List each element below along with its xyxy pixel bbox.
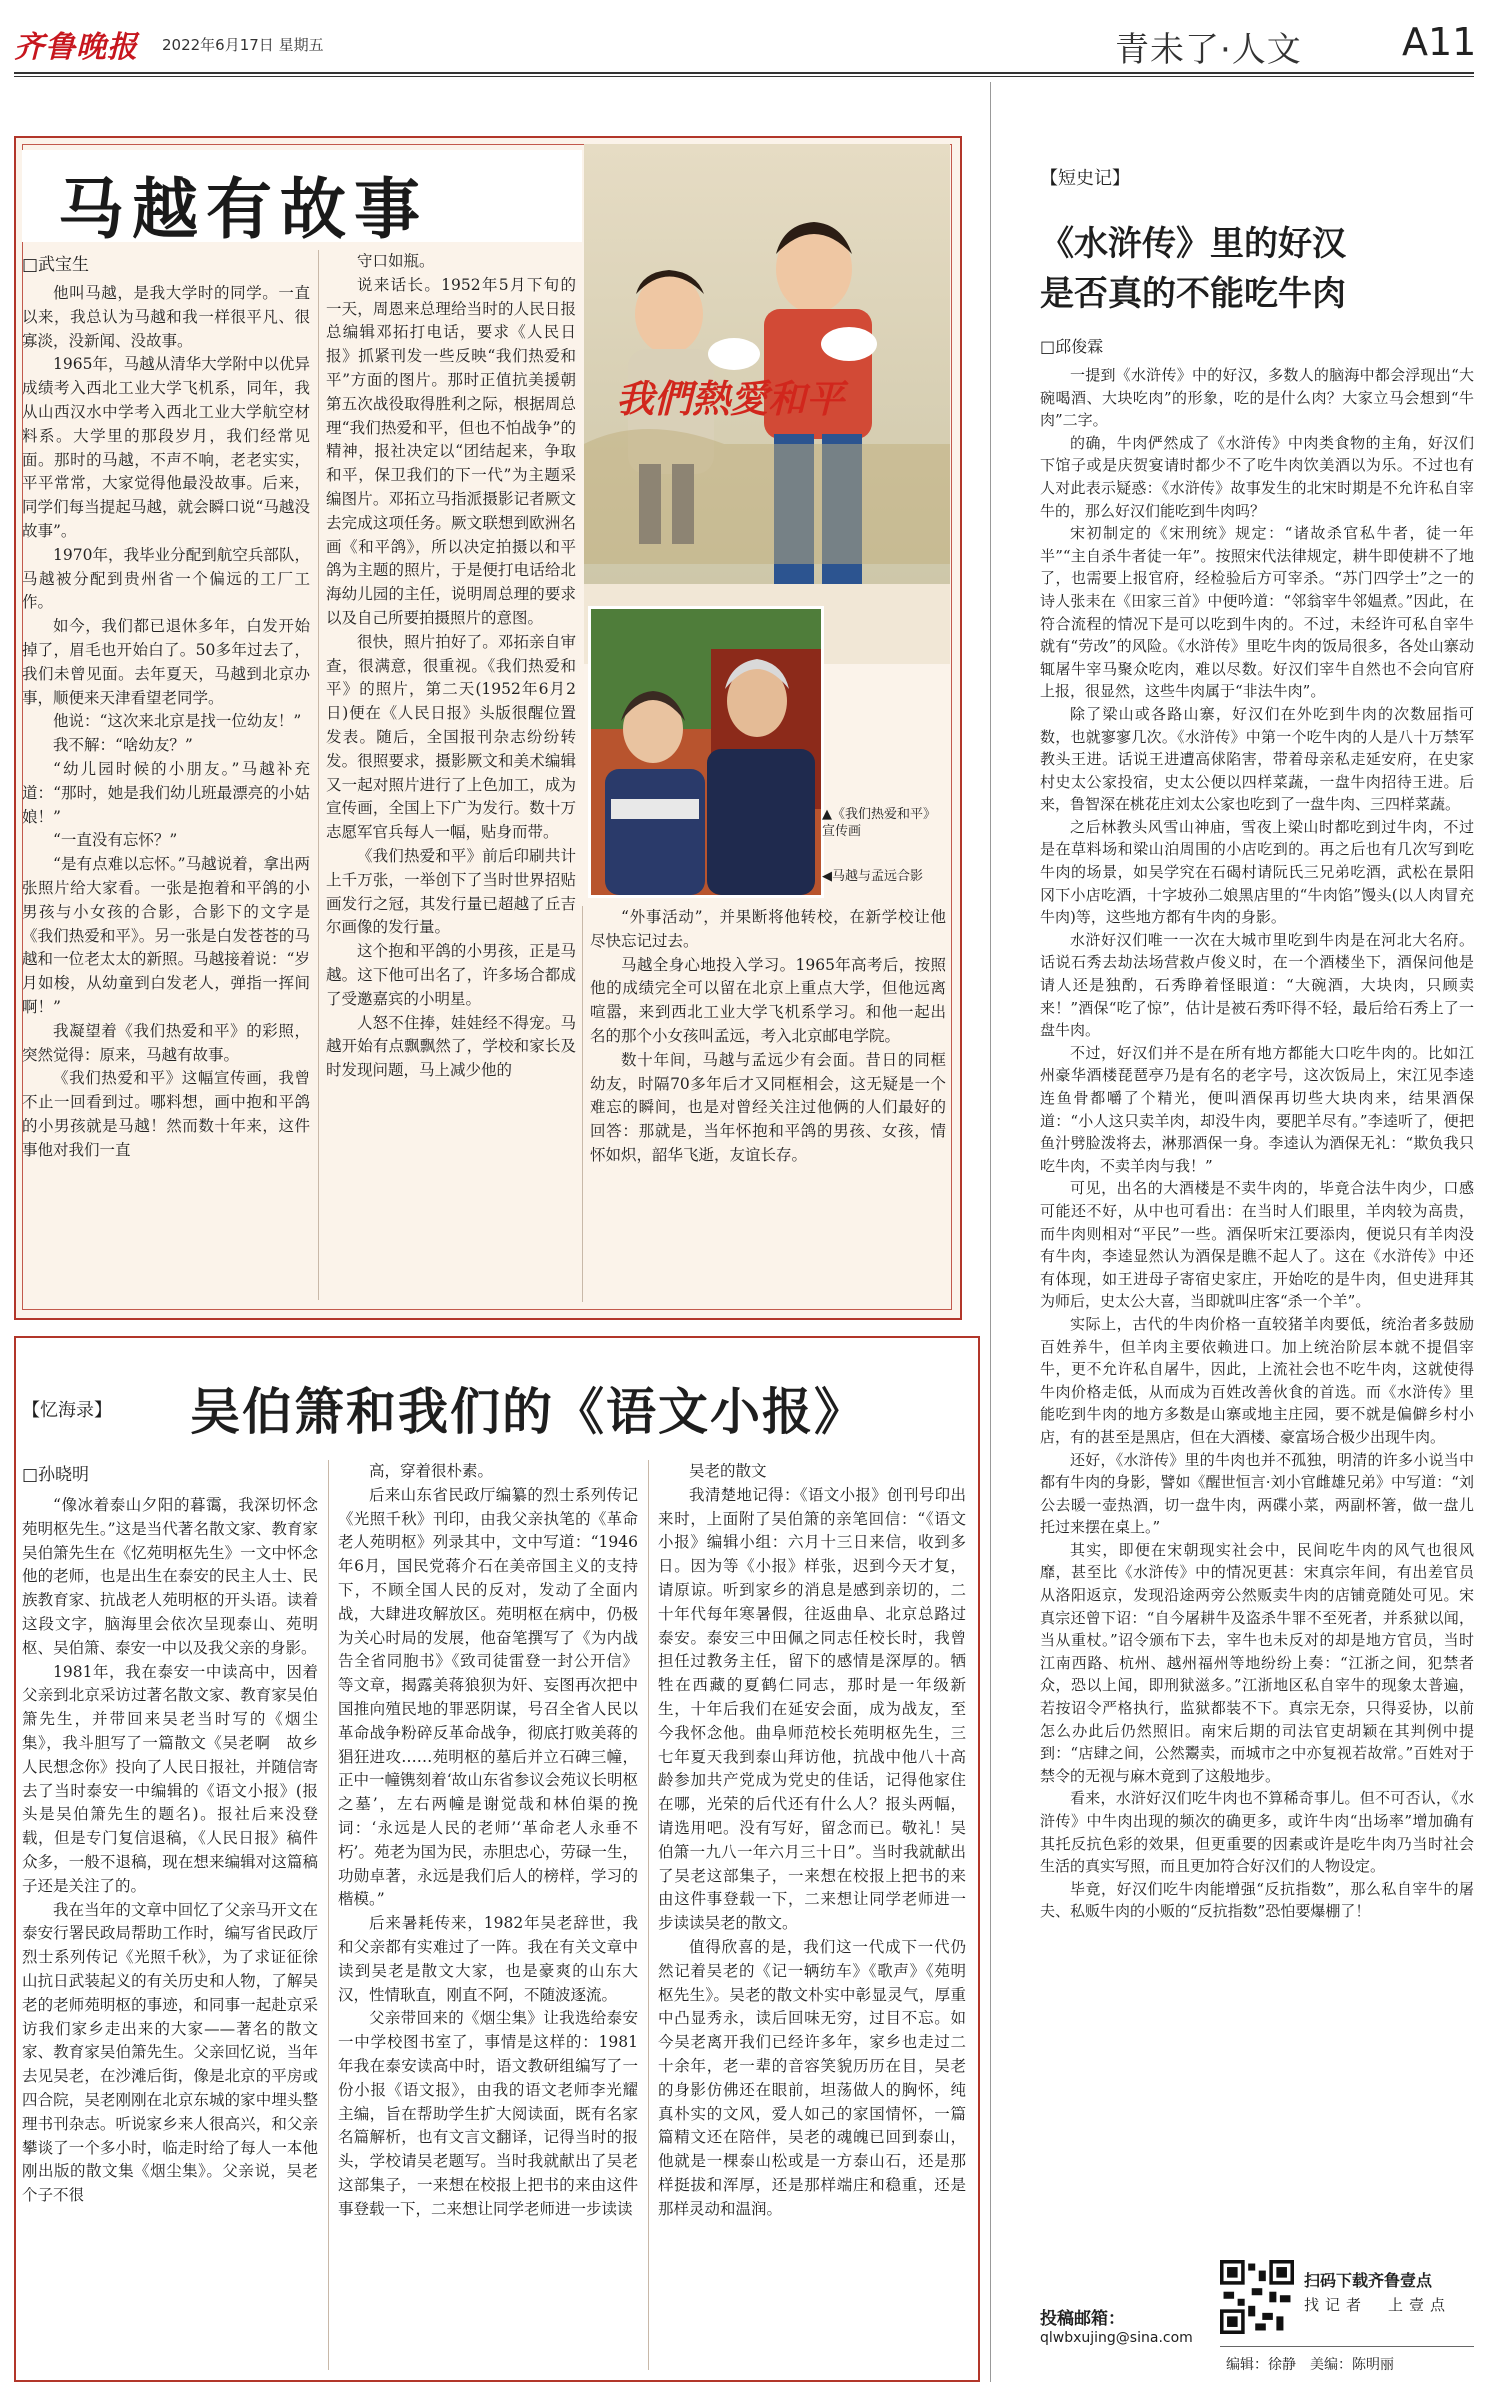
column-divider: [328, 1460, 329, 2370]
qr-code-icon[interactable]: [1220, 2260, 1294, 2334]
article-column: [22, 282, 310, 1302]
paragraph: 1981年，我在泰安一中读高中，因着父亲到北京采访过著名散文家、教育家吴伯箫先生，并带回来吴老当时写的《烟尘集》，我斗胆写了一篇散文《吴老啊 故乡人民想念你》投向了人民日报社，并随信寄去了当时泰安一中编辑的《语文小报》(报头是吴伯箫先生的题名)。报社后来没登载，但是专门复信退稿，《人民日报》稿件众多，一般不退稿，现在想来编辑对这篇稿子还是关注了的。: [22, 1662, 318, 1895]
article-author: □武宝生: [22, 255, 90, 275]
paragraph: 后来山东省民政厅编纂的烈士系列传记《光照千秋》刊印，由我父亲执笔的《革命老人苑明枢》列录其中，文中写道：“1946年6月，国民党蒋介石在美帝国主义的支持下，不顾全国人民的反对，发动了全面内战，大肆进攻解放区。苑明枢在病中，仍极为关心时局的发展，他奋笔撰写了《为内战告全省同胞书》《致司徒雷登一封公开信》等文章，揭露美蒋狼狈为奸、妄图再次把中国推向殖民地的罪恶阴谋，号召全省人民以革命战争粉碎反革命战争，彻底打败美蒋的猖狂进攻……苑明枢的墓后并立石碑三幢，正中一幢镌刻着‘故山东省参议会苑议长明枢之墓’，左右两幢是谢觉哉和林伯渠的挽词：‘永远是人民的老师’‘革命老人永垂不朽’。苑老为国为民，赤胆忠心，劳碌一生，功勋卓著，永远是我们后人的榜样，学习的楷模。”: [338, 1485, 638, 1909]
submission-email[interactable]: qlwbxujing@sina.com: [1040, 2330, 1193, 2346]
paragraph: 看来，水浒好汉们吃牛肉也不算稀奇事儿。但不可否认，《水浒传》中牛肉出现的频次的确更多，或许牛肉“出场率”增加确有其托反抗色彩的效果，但更重要的因素或许是吃牛肉乃当时社会生活的真实写照，而且更加符合好汉们的人物设定。: [1040, 1789, 1474, 1876]
article-title-line1: 《水浒传》里的好汉: [1040, 224, 1346, 264]
article-author: □邱俊霖: [1040, 337, 1104, 356]
paragraph: 宋初制定的《宋刑统》规定：“诸故杀官私牛者，徒一年半”“主自杀牛者徒一年”。按照宋代法律规定，耕牛即使耕不了地了，也需要上报官府，经检验后方可宰杀。“苏门四学士”之一的诗人张耒在《田家三首》中便吟道：“邻翁宰牛邻媪煮。”因此，在符合流程的情况下是可以吃到牛肉的。不过，未经许可私自宰牛就有“劳改”的风险。《水浒传》里吃牛肉的饭局很多，各处山寨动辄屠牛宰马聚众吃肉，难以尽数。好汉们宰牛自然也不会向官府上报，很显然，这些牛肉属于“非法牛肉”。: [1040, 524, 1474, 701]
paragraph: 值得欣喜的是，我们这一代成下一代仍然记着吴老的《记一辆纺车》《歌声》《苑明枢先生》。吴老的散文朴实中彰显灵气，厚重中凸显秀永，读后回味无穷，过目不忘。如今吴老离开我们已经许多年，家乡也走过二十余年，老一辈的音容笑貌历历在目，吴老的身影仿佛还在眼前，坦荡做人的胸怀，纯真朴实的文风，爱人如己的家国情怀，一篇篇精文还在陪伴，吴老的魂魄已回到泰山，他就是一棵泰山松或是一方泰山石，还是那样挺拔和浑厚，还是那样端庄和稳重，还是那样灵动和温润。: [658, 1937, 966, 2218]
mayue-mengyuan-photo: [588, 606, 824, 898]
section-title: 青未了·人文: [1115, 30, 1302, 70]
newspaper-masthead: 齐鲁晚报: [14, 30, 138, 65]
paragraph: 其实，即便在宋朝现实社会中，民间吃牛肉的风气也很风靡，甚至比《水浒传》中的情况更甚：宋真宗年间，有出差官员从洛阳返京，发现沿途两旁公然贩卖牛肉的店铺竟随处可见。宋真宗还曾下诏：“自今屠耕牛及盗杀牛罪不至死者，并系狱以闻，当从重杖。”诏令颁布下去，宰牛也未反对的却是地方官员，当时江南西路、杭州、越州福州等地纷纷上奏：“江浙之间，犯禁者众，恐以上闻，即刑狱滋多。”江浙地区私自宰牛的现象太普遍，若按诏令严格执行，监狱都装不下。真宗无奈，只得妥协，以前怎么办此后仍然照旧。南宋后期的司法官吏胡颖在其判例中提到：“店肆之间，公然鬻卖，而城市之中亦复视若故常。”百姓对于禁令的无视与麻木竟到了这般地步。: [1040, 1540, 1474, 1785]
page-column-divider: [990, 82, 991, 2382]
column-tag: 【忆海录】: [22, 1400, 112, 1421]
paragraph: 父亲带回来的《烟尘集》让我选给泰安一中学校图书室了，事情是这样的：1981年我在泰安读高中时，语文教研组编写了一份小报《语文报》，由我的语文老师李光耀主编，旨在帮助学生扩大阅读面，既有名家名篇解析，也有文言文翻译，记得当时的报头，学校请吴老题写。当时我就献出了吴老这部集子，一来想在校报上把书的来由这件事登载一下，二来想让同学老师进一步读读: [338, 2009, 638, 2218]
submission-label: 投稿邮箱：: [1040, 2309, 1125, 2329]
paragraph: 说来话长。1952年5月下旬的一天，周恩来总理给当时的人民日报总编辑邓拓打电话，要求《人民日报》抓紧刊发一些反映“我们热爱和平”方面的图片。那时正值抗美援朝第五次战役取得胜利之际，根据周总理“我们热爱和平，但也不怕战争”的精神，报社决定以“团结起来，争取和平，保卫我们的下一代”为主题采编图片。邓拓立马指派摄影记者厥文去完成这项任务。厥文联想到欧洲名画《和平鸽》，所以决定拍摄以和平鸽为主题的照片，于是便打电话给北海幼儿园的主任，说明周总理的要求以及自己所要拍摄照片的意图。: [326, 275, 576, 627]
paragraph: 很快，照片拍好了。邓拓亲自审查，很满意，很重视。《我们热爱和平》的照片，第二天(1952年6月2日)便在《人民日报》头版很醒位置发表。随后，全国报刊杂志纷纷转发。很照要求，摄影厥文和美术编辑又一起对照片进行了上色加工，成为宣传画，全国上下广为发行。数十万志愿军官兵每人一幅，贴身而带。: [326, 632, 576, 842]
paragraph: 我在当年的文章中回忆了父亲马开文在泰安行署民政局帮助工作时，编写省民政厅烈士系列传记《光照千秋》，为了求证征徐山抗日武装起义的有关历史和人物，了解吴老的老师苑明枢的事迹，和同事一起赴京采访我们家乡走出来的大家——著名的散文家、教育家吴伯箫先生。父亲回忆说，当年去见吴老，在沙滩后街，像是北京的平房或四合院，吴老刚刚在北京东城的家中埋头整理书刊杂志。听说家乡来人很高兴，和父亲攀谈了一个多小时，临走时给了每人一本他刚出版的散文集《烟尘集》。父亲说，吴老个子不很: [22, 1900, 318, 2205]
editor-credits: 编辑：徐静 美编：陈明丽: [1226, 2357, 1394, 2373]
paragraph: 吴老的散文: [689, 1462, 767, 1480]
paragraph: 还好，《水浒传》里的牛肉也并不孤独，明清的许多小说当中都有牛肉的身影，譬如《醒世恒言·刘小官雌雄兄弟》中写道：“刘公去暖一壶热酒，切一盘牛肉，两碟小菜，两副杯箸，做一盘儿托过来摆在桌上。”: [1040, 1450, 1474, 1537]
column-tag: 【短史记】: [1040, 168, 1130, 189]
paragraph: 后来暑耗传来，1982年吴老辞世，我和父亲都有实难过了一阵。我在有关文章中读到吴老是散文大家，也是豪爽的山东大汉，性情耿直，刚直不阿，不随波逐流。: [338, 1914, 638, 2004]
paragraph: 《我们热爱和平》这幅宣传画，我曾不止一回看到过。哪料想，画中抱和平鸽的小男孩就是马越！然而数十年来，这件事他对我们一直: [22, 1069, 310, 1159]
paragraph: 1970年，我毕业分配到航空兵部队，马越被分配到贵州省一个偏远的工厂工作。: [22, 545, 310, 612]
header-rule-thin: [14, 76, 1474, 77]
poster-slogan: 我們熱愛和平: [616, 376, 845, 421]
paragraph: 我凝望着《我们热爱和平》的彩照，突然觉得：原来，马越有故事。: [22, 1021, 310, 1064]
paragraph: 水浒好汉们唯一一次在大城市里吃到牛肉是在河北大名府。话说石秀去劫法场营救卢俊义时，在一个酒楼坐下，酒保问他是请人还是独酌，石秀睁着怪眼道：“大碗酒，大块肉，只顾卖来！”酒保“吃了惊”，估计是被石秀吓得不轻，最后给石秀上了一盘牛肉。: [1040, 930, 1474, 1040]
article-column: [658, 1460, 966, 2370]
article-title-line2: 是否真的不能吃牛肉: [1040, 274, 1346, 314]
paragraph: 他说：“这次来北京是找一位幼友！”: [53, 712, 302, 731]
issue-date: 2022年6月17日 星期五: [162, 36, 324, 54]
paragraph: 他叫马越，是我大学时的同学。一直以来，我总认为马越和我一样很平凡、很寡淡，没新闻、没故事。: [22, 284, 310, 350]
paragraph: 毕竟，好汉们吃牛肉能增强“反抗指数”，那么私自宰牛的屠夫、私贩牛肉的小贩的“反抗指数”恐怕要爆棚了！: [1040, 1879, 1474, 1921]
paragraph: “外事活动”，并果断将他转校，在新学校让他尽快忘记过去。: [590, 908, 946, 950]
article-column: [590, 906, 946, 1302]
paragraph: 实际上，古代的牛肉价格一直较猪羊肉要低，统治者多鼓励百姓养牛，但羊肉主要依赖进口。加上统治阶层本就不提倡宰牛，更不允许私自屠牛，因此，上流社会也不吃牛肉，这就使得牛肉价格走低，从而成为百姓改善伙食的首选。而《水浒传》里能吃到牛肉的地方多数是山寨或地主庄园，要不就是偏僻乡村小店，有的甚至是黑店，但在大酒楼、豪富场合极少出现牛肉。: [1040, 1314, 1474, 1446]
paragraph: 可见，出名的大酒楼是不卖牛肉的，毕竟合法牛肉少，口感可能还不好，从中也可看出：在当时人们眼里，羊肉较为高贵，而牛肉则相对“平民”一些。酒保听宋江要添肉，便说只有羊肉没有牛肉，李逵显然认为酒保是瞧不起人了。这在《水浒传》中还有体现，如王进母子寄宿史家庄，开始吃的是牛肉，但史进拜其为师后，史太公大喜，当即就叫庄客“杀一个羊”。: [1040, 1179, 1474, 1311]
paragraph: 马越全身心地投入学习。1965年高考后，按照他的成绩完全可以留在北京上重点大学，但他远离喧嚣，来到西北工业大学飞机系学习。和他一起出名的那个小女孩叫孟远，考入北京邮电学院。: [590, 955, 946, 1045]
photo-caption: ◀马越与孟远合影: [822, 869, 923, 884]
paragraph: 的确，牛肉俨然成了《水浒传》中肉类食物的主角，好汉们下馆子或是庆贺宴请时都少不了吃牛肉饮美酒以为乐。不过也有人对此表示疑惑：《水浒传》故事发生的北宋时期是不允许私自宰牛的，那么好汉们能吃到牛肉吗？: [1040, 433, 1474, 520]
paragraph: “幼儿园时候的小朋友。”马越补充道：“那时，她是我们幼儿班最漂亮的小姑娘！”: [22, 759, 310, 826]
peace-poster-image: [584, 144, 950, 664]
column-divider: [582, 906, 583, 1302]
paragraph: 除了梁山或各路山寨，好汉们在外吃到牛肉的次数屈指可数，也就寥寥几次。《水浒传》中第一个吃牛肉的人是八十万禁军教头王进。话说王进遭高俅陷害，带着母亲私走延安府，在史家村史太公家投宿，史太公便以四样菜蔬，一盘牛肉招待王进。后来，鲁智深在桃花庄刘太公家也吃到了一盘牛肉、三四样菜蔬。: [1040, 704, 1474, 814]
article-title: 马越有故事: [58, 170, 428, 248]
poster-caption: ▲《我们热爱和平》宣传画: [822, 807, 936, 839]
paragraph: 这个抱和平鸽的小男孩，正是马越。这下他可出名了，许多场合都成了受邀嘉宾的小明星。: [326, 942, 576, 1008]
footer-rule: [1220, 2346, 1474, 2347]
article-column: [1040, 364, 1474, 2254]
paragraph: 不过，好汉们并不是在所有地方都能大口吃牛肉的。比如江州豪华酒楼琵琶亭乃是有名的老字号，这次饭局上，宋江见李逵连鱼骨都嚼了个精光，便叫酒保再切些大块肉来，结果酒保道：“小人这只卖羊肉，却没牛肉，要肥羊尽有。”李逵听了，便把鱼汁劈脸泼将去，淋那酒保一身。李逵认为酒保无礼：“欺负我只吃牛肉，不卖羊肉与我！”: [1040, 1043, 1474, 1175]
column-divider: [318, 250, 319, 1300]
paragraph: “像冰着泰山夕阳的暮霭，我深切怀念苑明枢先生。”这是当代著名散文家、教育家吴伯箫先生在《忆苑明枢先生》一文中怀念他的老师，也是出生在泰安的民主人士、民族教育家、抗战老人苑明枢的开头语。读着这段文字，脑海里会依次呈现泰山、苑明枢、吴伯箫、泰安一中以及我父亲的身影。: [22, 1496, 318, 1657]
qr-title: 扫码下载齐鲁壹点: [1304, 2271, 1433, 2290]
paragraph: 之后林教头风雪山神庙，雪夜上梁山时都吃到过牛肉，不过是在草料场和梁山泊周围的小店吃到的。再之后也有几次写到吃牛肉的场景，如吴学究在石碣村请阮氏三兄弟吃酒，武松在景阳冈下小店吃酒，十字坡孙二娘黑店里的“牛肉馅”馒头(以人肉冒充牛肉)等，这些地方都有牛肉的身影。: [1040, 817, 1474, 927]
paragraph: 守口如瓶。: [357, 252, 435, 270]
paragraph: 1965年，马越从清华大学附中以优异成绩考入西北工业大学飞机系，同年，我从山西汉水中学考入西北工业大学航空材料系。大学里的那段岁月，我们经常见面。那时的马越，不声不响，老老实实，平平常常，大家觉得他最没故事。后来，同学们每当提起马越，就会瞬口说“马越没故事”。: [22, 355, 310, 540]
paragraph: 我清楚地记得：《语文小报》创刊号印出来时，上面附了吴伯箫的亲笔回信：“《语文小报》编辑小组：六月十三日来信，收到多日。因为等《小报》样张，迟到今天才复，请原谅。听到家乡的消息是感到亲切的，二十年代每年寒暑假，往返曲阜、北京总路过泰安。泰安三中田佩之同志任校长时，我曾担任过教务主任，留下的感情是深厚的。牺牲在西藏的夏鹤仁同志，那时是一年级新生，十年后我们在延安会面，成为战友，至今我怀念他。曲阜师范校长苑明枢先生，三七年夏天我到泰山拜访他，抗战中他八十高龄参加共产党成为党史的佳话，记得他家住在哪，光荣的后代还有什么人？报头两幅，请选用吧。没有写好，留念而已。敬礼！吴伯箫一九八一年六月三十日”。当时我就献出了吴老这部集子，一来想在校报上把书的来由这件事登载一下，二来想让同学老师进一步读读吴老的散文。: [658, 1485, 966, 1933]
article-title: 吴伯箫和我们的《语文小报》: [190, 1382, 866, 1441]
paragraph: 我不解：“啥幼友？”: [53, 736, 193, 755]
page-number: A11: [1402, 20, 1477, 64]
paragraph: “是有点难以忘怀。”马越说着，拿出两张照片给大家看。一张是抱着和平鸽的小男孩与小女孩的合影，合影下的文字是《我们热爱和平》。另一张是白发苍苍的马越和一位老太太的新照。马越接着说：“岁月如梭，从幼童到白发老人，弹指一挥间啊！”: [22, 855, 310, 1016]
header-rule: [14, 72, 1474, 74]
article-author: □孙晓明: [22, 1465, 90, 1485]
paragraph: 高，穿着很朴素。: [369, 1462, 494, 1480]
qr-subtitle: 找记者 上壹点: [1304, 2296, 1452, 2314]
paragraph: 如今，我们都已退休多年，白发开始掉了，眉毛也开始白了。50多年过去了，我们未曾见面。去年夏天，马越到北京办事，顺便来天津看望老同学。: [22, 617, 310, 707]
article-column: [326, 250, 576, 1302]
paragraph: 数十年间，马越与孟远少有会面。昔日的同框幼友，时隔70多年后才又同框相会，这无疑是一个难忘的瞬间，也是对曾经关注过他俩的人们最好的回答：那就是，当年怀抱和平鸽的男孩、女孩，情怀如炽，韶华飞逝，友谊长存。: [590, 1050, 946, 1164]
paragraph: “一直没有忘怀？”: [53, 831, 178, 850]
article-column: [22, 1494, 318, 2370]
article-column: [338, 1460, 638, 2370]
column-divider: [648, 1460, 649, 2370]
paragraph: 《我们热爱和平》前后印刷共计上千万张，一举创下了当时世界招贴画发行之冠，其发行量已超越了丘吉尔画像的发行量。: [326, 846, 576, 937]
paragraph: 一提到《水浒传》中的好汉，多数人的脑海中都会浮现出“大碗喝酒、大块吃肉”的形象，吃的是什么肉？大家立马会想到“牛肉”二字。: [1040, 366, 1474, 430]
paragraph: 人怒不住捧，娃娃经不得宠。马越开始有点飘飘然了，学校和家长及时发现问题，马上减少他的: [326, 1013, 576, 1080]
